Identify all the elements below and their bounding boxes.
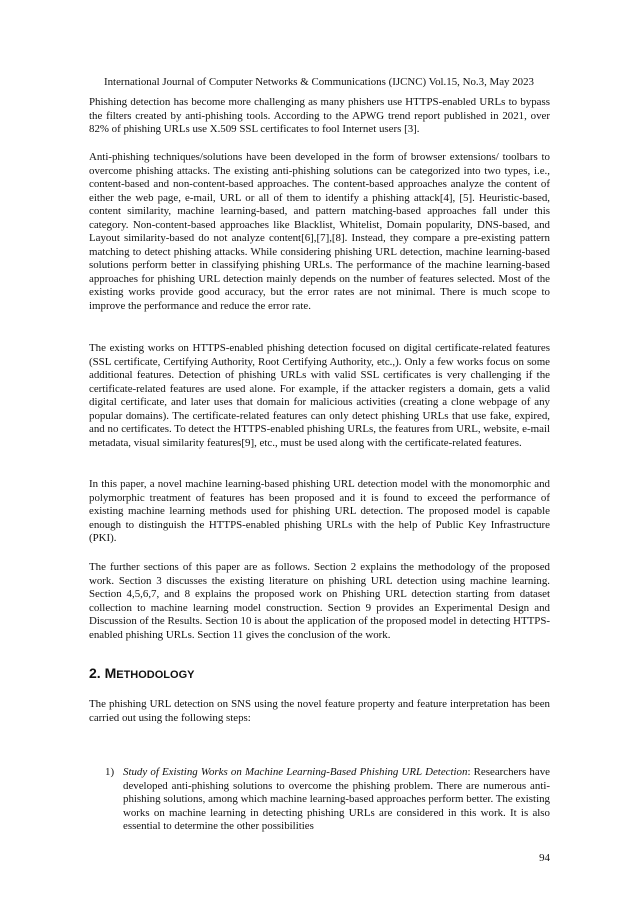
paragraph-4: In this paper, a novel machine learning-based phishing URL detection model with the monomorphic and polymorphic treatment of features has been proposed and it is found to exceed the performance of existing machine learning methods used for phishing URL detection. The proposed model is capable enough to distinguish the HTTPS-enabled phishing URLs with the help of Public Key Infrastructure (PKI). [89,478,550,544]
paragraph-5: The further sections of this paper are as follows. Section 2 explains the methodology of the proposed work. Section 3 discusses the existing literature on phishing URL detection using machine learning. Section 4,5,6,7, and 8 explains the proposed work on Phishing URL detection starting from dataset collection to machine learning model construction. Section 9 provides an Experimental Design and Discussion of the Results. Section 10 is about the application of the proposed model in detecting HTTPS-enabled phishing URLs. Section 11 gives the conclusion of the work. [89,561,550,641]
running-header: International Journal of Computer Networks & Communications (IJCNC) Vol.15, No.3, May 2023 [103,76,535,88]
section-number: 2. [89,665,101,681]
page-number: 94 [539,852,550,864]
paragraph-1: Phishing detection has become more challenging as many phishers use HTTPS-enabled URLs to bypass the filters created by anti-phishing tools. According to the APWG trend report published in 2021, over 82% of phishing URLs use X.509 SSL certificates to fool Internet users [3]. [89,96,550,135]
list-item-number: 1) [105,766,115,778]
section-heading [89,665,194,683]
list-item-body: : Researchers have developed anti-phishing solutions to overcome the phishing problem. There are numerous anti-phishing solutions, among which machine learning-based approaches perform better. The existing works on machine learning in detecting phishing URLs are considered in this work. It is also essential to determine the other possibilities [123,766,550,832]
section-title-rest: ETHODOLOGY [116,669,195,681]
paragraph-3: The existing works on HTTPS-enabled phishing detection focused on digital certificate-related features (SSL certificate, Certifying Authority, Root Certifying Authority, etc.,). Only a few works focus on some additional features. Detection of phishing URLs with valid SSL certificates is very challenging if the certificate-related features are used alone. For example, if the attacker registers a domain, gets a valid digital certificate, and later uses that domain for malicious activities (creating a clone webpage of any popular domains). The certificate-related features can only detect phishing URLs that use fake, expired, and no certificates. To detect the HTTPS-enabled phishing URLs, the features from URL, website, e-mail metadata, visual similarity features[9], etc., must be used along with the certificate-related features. [89,342,550,449]
list-item-title: Study of Existing Works on Machine Learning-Based Phishing URL Detection [123,766,468,778]
section-title-initial: M [104,665,117,681]
section-intro: The phishing URL detection on SNS using the novel feature property and feature interpretation has been carried out using the following steps: [89,698,550,724]
paragraph-2: Anti-phishing techniques/solutions have been developed in the form of browser extensions/ toolbars to overcome phishing attacks. The existing anti-phishing solutions can be categorized into two types, i.e., content-based and non-content-based approaches. The content-based approaches analyze the content of either the web page, e-mail, URL or all of them to identify a phishing attack[4], [5]. Heuristic-based, content similarity, machine learning-based, and pattern matching-based approaches fall under this category. Non-content-based approaches like Blacklist, Whitelist, Domain popularity, DNS-based, and Layout similarity-based do not analyze content[6],[7],[8]. Instead, they compare a pre-existing pattern matching to detect phishing attacks. While considering phishing URL detection, machine learning-based solutions perform better in classifying phishing URLs. The performance of the machine learning-based approaches for phishing URL detection mainly depends on the number of features selected. Most of the existing works provide good accuracy, but the error rates are not minimal. There is much scope to improve the performance and reduce the error rate. [89,151,550,312]
list-item-text [123,766,550,834]
